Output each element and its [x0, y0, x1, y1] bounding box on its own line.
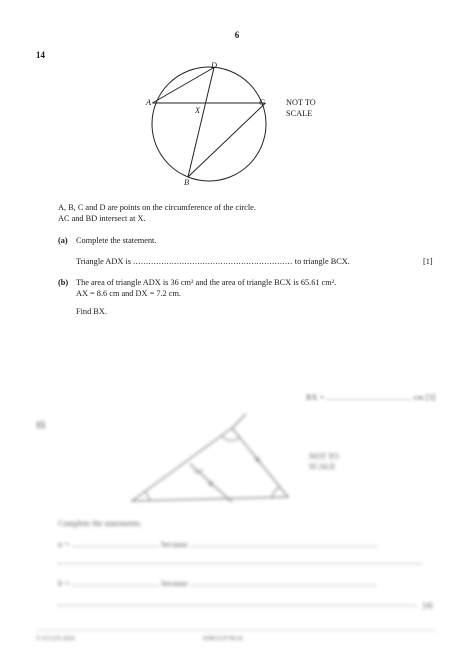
angle-mark-4	[272, 487, 280, 497]
q15-not-to-scale-line1: NOT TO	[309, 452, 339, 461]
side-extension	[232, 414, 246, 428]
footer-rule	[36, 630, 436, 631]
triangle-outline	[132, 428, 288, 501]
part-a-statement-end: to triangle BCX.	[294, 257, 350, 266]
q15-line1-because: because	[161, 540, 188, 549]
q15-instruction: Complete the statements.	[58, 519, 142, 528]
q15-line2-blank[interactable]: ..................................	[71, 579, 160, 588]
part-b-line1: The area of triangle ADX is 36 cm² and the area of triangle BCX is 65.61 cm².	[76, 278, 337, 287]
label-a: A	[146, 98, 152, 107]
part-b-answer-blank[interactable]: .................................	[326, 393, 412, 402]
label-c: C	[259, 98, 265, 107]
q15-line1-blank[interactable]: ..................................	[71, 540, 160, 549]
angle-mark-2	[222, 436, 240, 441]
not-to-scale-line2: SCALE	[286, 109, 313, 118]
label-d: D	[211, 61, 217, 70]
question-number-14: 14	[36, 50, 45, 60]
q15-line2-continuation[interactable]	[58, 605, 416, 606]
part-b-label: (b)	[58, 278, 69, 287]
not-to-scale-line1: NOT TO	[286, 98, 316, 107]
footer-paper-code: 0580/22/F/M/24	[203, 636, 243, 642]
label-x: X	[195, 106, 201, 115]
part-b-answer-suffix: cm [3]	[413, 393, 436, 402]
part-a-instruction: Complete the statement.	[76, 236, 157, 245]
q14-stem-line2: AC and BD intersect at X.	[58, 214, 146, 223]
q15-line1-continuation[interactable]	[58, 563, 422, 564]
part-a-statement-start: Triangle ADX is	[76, 257, 132, 266]
page-number: 6	[234, 30, 240, 40]
q15-not-to-scale-line2: SCALE	[309, 462, 336, 471]
q15-line2-because: because	[161, 579, 188, 588]
part-b-task: Find BX.	[76, 307, 107, 316]
q15-marks: [4]	[423, 601, 433, 610]
q15-line1	[58, 539, 378, 550]
part-a-marks: [1]	[423, 257, 433, 266]
question-number-15: 15	[36, 420, 45, 430]
angle-mark-1	[145, 492, 150, 501]
q15-line1-prefix: a =	[58, 540, 70, 549]
part-a-answer-blank[interactable]: ..............................................................	[133, 257, 293, 266]
q15-line1-reason-blank[interactable]: .........................................................................	[189, 540, 378, 549]
label-b: B	[184, 178, 190, 187]
q15-line2-prefix: b =	[58, 579, 70, 588]
footer-copyright: © UCLES 2024	[36, 636, 75, 642]
part-b-line2: AX = 8.6 cm and DX = 7.2 cm.	[76, 289, 181, 298]
part-b-answer-prefix: BX =	[306, 393, 325, 402]
q14-stem-line1: A, B, C and D are points on the circumference of the circle.	[58, 203, 256, 212]
part-a-label: (a)	[58, 236, 68, 245]
parallel-line	[190, 464, 232, 502]
q15-line2-reason-blank[interactable]: .........................................................................	[189, 579, 378, 588]
q15-line2	[58, 578, 378, 589]
